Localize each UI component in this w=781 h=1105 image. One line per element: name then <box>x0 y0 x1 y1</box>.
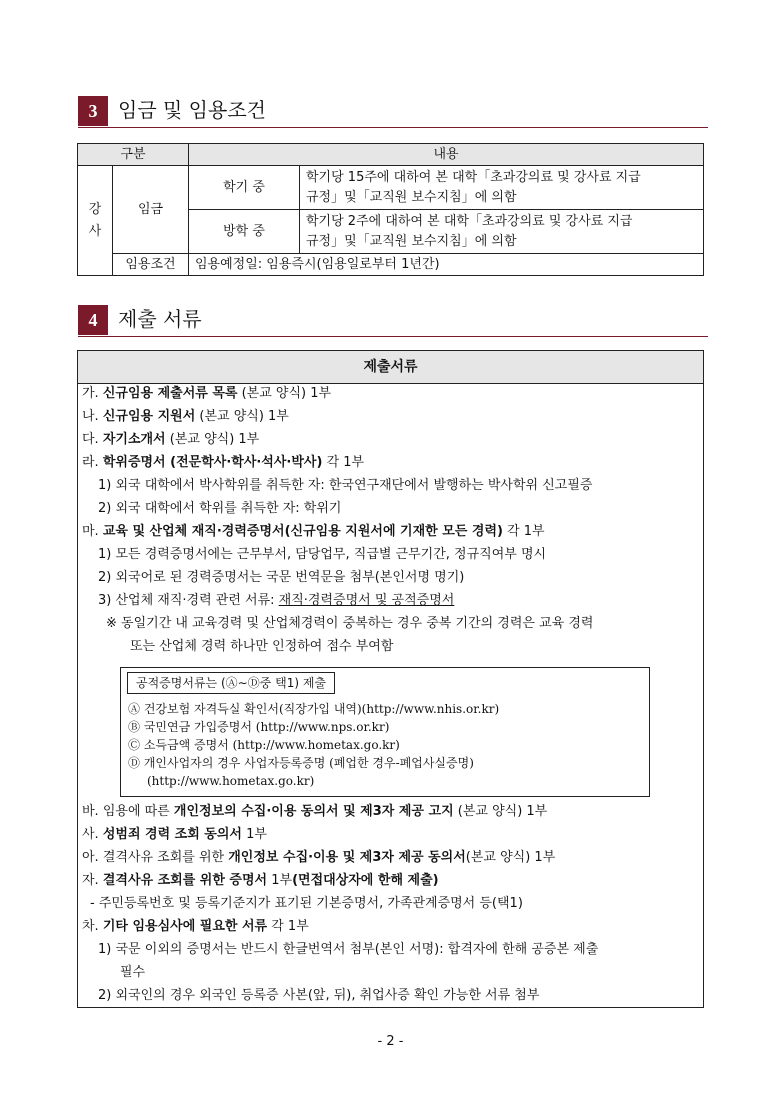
public-certificates-title: 공적증명서류는 (Ⓐ∼Ⓓ중 택1) 제출 <box>127 672 335 694</box>
doc-subitem: 2) 외국 대학에서 학위를 취득한 자: 학위기 <box>98 501 342 516</box>
item-title: 학위증명서 (전문학사·학사·석사·박사) <box>102 455 323 470</box>
section-divider <box>78 336 708 337</box>
doc-item-ra <box>82 453 364 473</box>
doc-item-ja <box>82 871 439 891</box>
public-certificates-box <box>120 667 650 797</box>
doc-item-da <box>82 430 259 450</box>
item-rest: 각 1부 <box>322 455 365 470</box>
item-title: 결격사유 조회를 위한 증명서 <box>102 873 268 888</box>
item-title: 성범죄 경력 조회 동의서 <box>102 827 242 842</box>
section-number: 4 <box>78 305 108 335</box>
item-title: 개인정보의 수집·이용 동의서 및 제3자 제공 고지 <box>173 804 454 819</box>
table-row <box>78 166 704 210</box>
row-group-lecturer: 강 사 <box>78 166 113 276</box>
item-prefix: 다. <box>82 432 103 447</box>
item-title: 교육 및 산업체 재직·경력증명서(신규임용 지원서에 기재한 모든 경력) <box>102 524 503 539</box>
item-rest: 각 1부 <box>267 919 309 934</box>
doc-item-cha <box>82 917 309 937</box>
item-prefix: 마. <box>82 524 103 539</box>
condition-label: 임용조건 <box>113 254 189 276</box>
doc-subitem: 2) 외국인의 경우 외국인 등록증 사본(앞, 뒤), 취업사증 확인 가능한 서류 첨부 <box>98 988 540 1003</box>
certificate-item: Ⓒ 소득금액 증명서 (http://www.hometax.go.kr) <box>128 738 400 752</box>
item-title: 기타 임용심사에 필요한 서류 <box>102 919 268 934</box>
item-prefix: 나. <box>82 409 103 424</box>
item-rest: 1부 <box>242 827 267 842</box>
wage-conditions-table <box>77 143 704 276</box>
item-prefix: 라. <box>82 455 103 470</box>
doc-subitem: 1) 모든 경력증명서에는 근무부서, 담당업무, 직급별 근무기간, 정규직여부 명시 <box>98 547 547 562</box>
item-rest: (본교 양식) 1부 <box>237 386 332 401</box>
vacation-label: 방학 중 <box>189 210 300 254</box>
item-rest: (본교 양식) 1부 <box>465 850 556 865</box>
vacation-text-line1: 학기당 2주에 대하여 본 대학「초과강의료 및 강사료 지급 <box>306 213 633 229</box>
item-title: 개인정보 수집·이용 및 제3자 제공 동의서 <box>228 850 466 865</box>
doc-subitem: - 주민등록번호 및 등록기준지가 표기된 기본증명서, 가족관계증명서 등(택1) <box>90 896 523 911</box>
item-note: (면접대상자에 한해 제출) <box>292 873 439 888</box>
certificate-item: Ⓑ 국민연금 가입증명서 (http://www.nps.or.kr) <box>128 720 390 734</box>
section-4-header <box>78 305 708 335</box>
table-header-row <box>78 144 704 166</box>
section-divider <box>78 127 708 128</box>
certificate-item-url: (http://www.hometax.go.kr) <box>147 774 315 788</box>
vacation-text <box>300 210 704 254</box>
doc-item-na <box>82 407 289 427</box>
semester-label: 학기 중 <box>189 166 300 210</box>
condition-text: 임용예정일: 임용즉시(임용일로부터 1년간) <box>189 254 704 276</box>
item-prefix: 사. <box>82 827 103 842</box>
doc-subitem: 1) 국문 이외의 증명서는 반드시 한글번역서 첨부(본인 서명): 합격자에 한해 공증본 제출 <box>98 942 599 957</box>
documents-header: 제출서류 <box>78 351 703 384</box>
semester-text <box>300 166 704 210</box>
subitem-underlined: 재직·경력증명서 및 공적증명서 <box>278 593 455 608</box>
vacation-text-line2: 규정」및「교직원 보수지침」에 의함 <box>306 233 517 249</box>
doc-subitem <box>98 591 454 611</box>
doc-subitem-cont: 필수 <box>120 965 146 980</box>
certificate-item: Ⓐ 건강보험 자격득실 확인서(직장가입 내역)(http://www.nhis.or.kr) <box>128 702 500 716</box>
section-3-header <box>78 96 708 126</box>
doc-item-ba <box>82 802 547 822</box>
item-prefix: 가. <box>82 386 103 401</box>
doc-item-ma <box>82 522 545 542</box>
semester-text-line1: 학기당 15주에 대하여 본 대학「초과강의료 및 강사료 지급 <box>306 169 641 185</box>
item-rest: (본교 양식) 1부 <box>195 409 289 424</box>
certificate-item: Ⓓ 개인사업자의 경우 사업자등록증명 (폐업한 경우-폐업사실증명) <box>128 756 474 770</box>
note-line: 또는 산업체 경력 하나만 인정하여 점수 부여함 <box>130 639 394 654</box>
item-prefix: 자. <box>82 873 103 888</box>
wage-label: 임금 <box>113 166 189 254</box>
page-number: - 2 - <box>377 1034 404 1049</box>
item-prefix: 바. 임용에 따른 <box>82 804 174 819</box>
doc-item-aa <box>82 848 555 868</box>
item-rest: 각 1부 <box>502 524 545 539</box>
item-prefix: 아. 결격사유 조회를 위한 <box>82 850 229 865</box>
header-content: 내용 <box>189 144 704 166</box>
section-number: 3 <box>78 96 108 126</box>
item-rest: (본교 양식) 1부 <box>165 432 260 447</box>
item-title: 신규임용 제출서류 목록 <box>102 386 238 401</box>
section-title: 제출 서류 <box>118 307 202 331</box>
note-line: ※ 동일기간 내 교육경력 및 산업체경력이 중복하는 경우 중복 기간의 경력은 교육 경력 <box>106 616 594 631</box>
section-title: 임금 및 임용조건 <box>118 98 266 122</box>
doc-item-sa <box>82 825 267 845</box>
subitem-text: 3) 산업체 재직·경력 관련 서류: <box>98 593 279 608</box>
item-rest: (본교 양식) 1부 <box>453 804 548 819</box>
semester-text-line2: 규정」및「교직원 보수지침」에 의함 <box>306 189 517 205</box>
item-title: 신규임용 지원서 <box>102 409 196 424</box>
doc-subitem: 1) 외국 대학에서 박사학위를 취득한 자: 한국연구재단에서 발행하는 박사학위 신고필증 <box>98 478 593 493</box>
doc-subitem: 2) 외국어로 된 경력증명서는 국문 번역문을 첨부(본인서명 명기) <box>98 570 465 585</box>
item-title: 자기소개서 <box>102 432 166 447</box>
item-prefix: 차. <box>82 919 103 934</box>
item-rest: 1부 <box>267 873 293 888</box>
header-category: 구분 <box>78 144 189 166</box>
table-row <box>78 254 704 276</box>
doc-item-ga <box>82 384 331 404</box>
documents-box <box>77 350 704 1008</box>
